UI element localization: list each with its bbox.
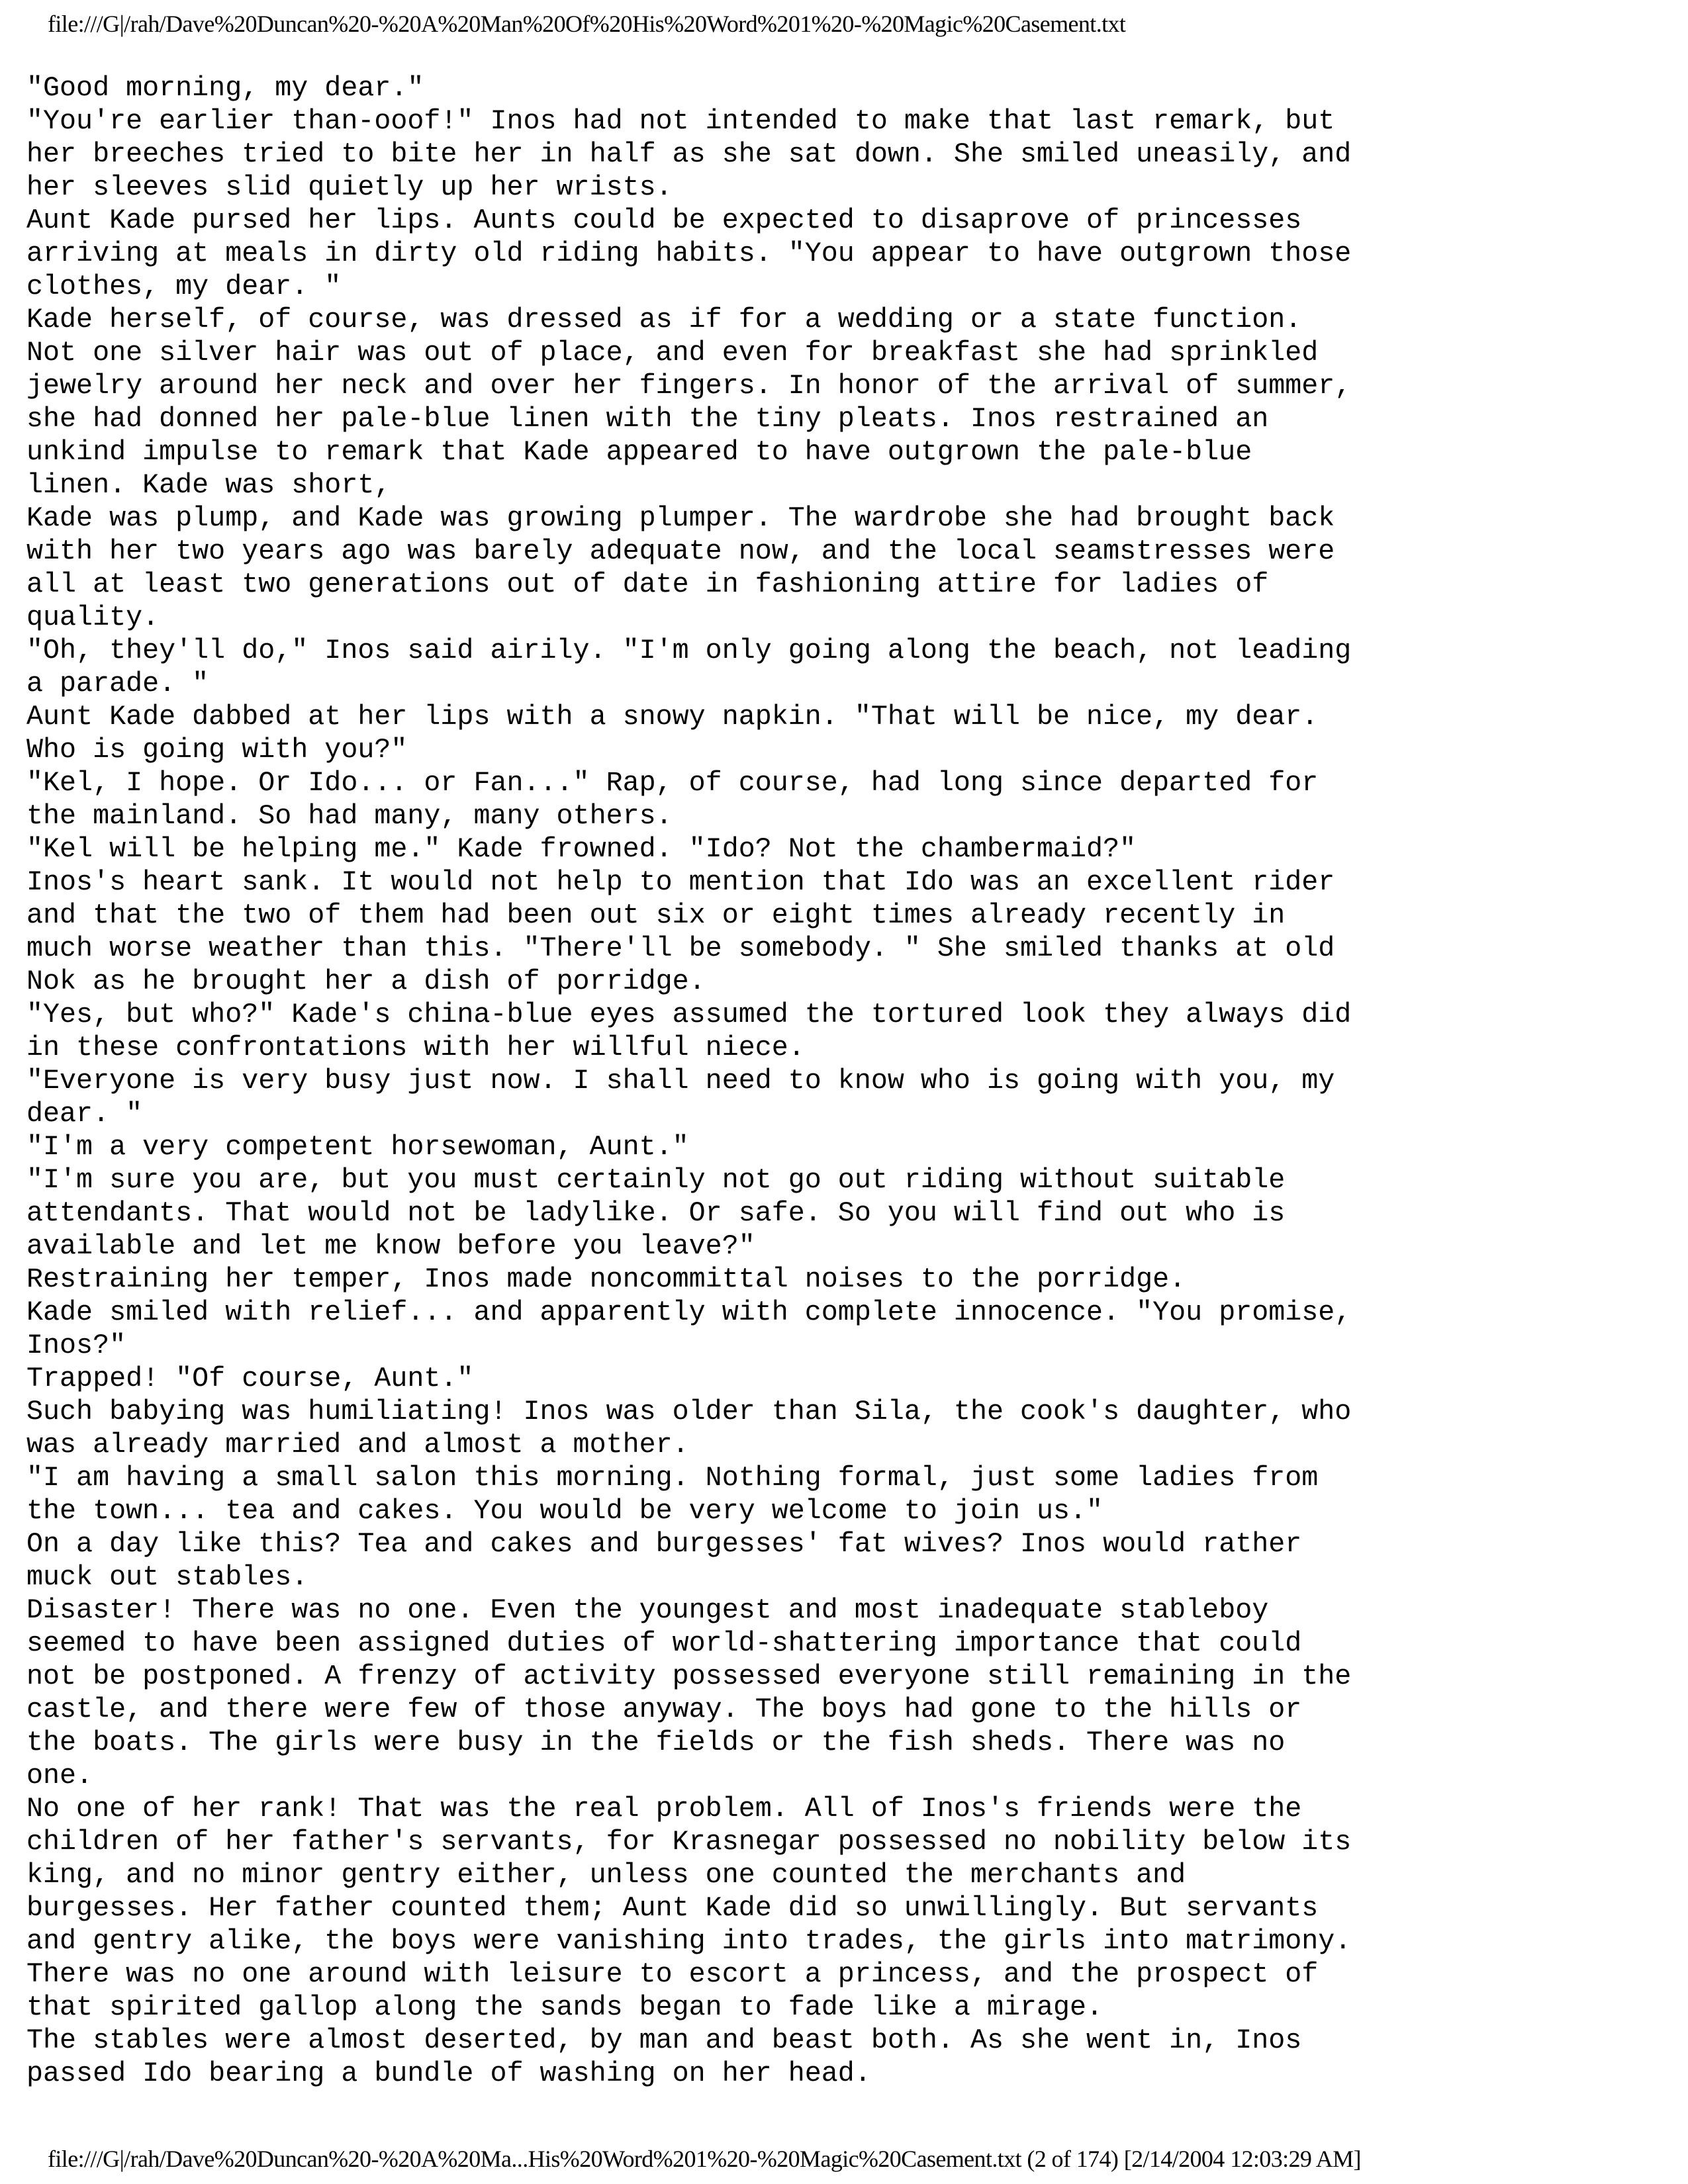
text-line: seemed to have been assigned duties of world-shattering importance that could [26, 1627, 1302, 1659]
text-line: "I'm sure you are, but you must certainly not go out riding without suitable [26, 1164, 1286, 1196]
text-line: Such babying was humiliating! Inos was older than Sila, the cook's daughter, who [26, 1396, 1352, 1428]
text-line: "Everyone is very busy just now. I shall need to know who is going with you, my [26, 1065, 1335, 1097]
page-header-url: file:///G|/rah/Dave%20Duncan%20-%20A%20Man%20Of%20His%20Word%201%20-%20Magic%20Casement.txt [48, 11, 1126, 37]
text-line: The stables were almost deserted, by man and beast both. As she went in, Inos [26, 2025, 1302, 2056]
text-line: burgesses. Her father counted them; Aunt Kade did so unwillingly. But servants [26, 1892, 1319, 1924]
text-line: Restraining her temper, Inos made noncommittal noises to the porridge. [26, 1263, 1186, 1295]
text-line: a parade. " [26, 668, 209, 700]
text-line: castle, and there were few of those anyway. The boys had gone to the hills or [26, 1694, 1302, 1725]
text-line: the mainland. So had many, many others. [26, 800, 673, 832]
text-line: muck out stables. [26, 1561, 308, 1593]
text-line: "Yes, but who?" Kade's china-blue eyes assumed the tortured look they always did [26, 999, 1352, 1030]
text-line: Kade was plump, and Kade was growing plumper. The wardrobe she had brought back [26, 502, 1335, 534]
text-line: that spirited gallop along the sands began to fade like a mirage. [26, 1991, 1103, 2023]
text-line: much worse weather than this. "There'll be somebody. " She smiled thanks at old [26, 933, 1335, 964]
text-line: available and let me know before you leave?" [26, 1230, 755, 1262]
text-line: Kade smiled with relief... and apparently with complete innocence. "You promise, [26, 1297, 1352, 1328]
text-line: children of her father's servants, for Krasnegar possessed no nobility below its [26, 1826, 1352, 1858]
text-line: Aunt Kade pursed her lips. Aunts could be expected to disaprove of princesses [26, 205, 1302, 236]
text-line: "I am having a small salon this morning. Nothing formal, just some ladies from [26, 1462, 1319, 1494]
text-line: arriving at meals in dirty old riding habits. "You appear to have outgrown those [26, 238, 1352, 269]
text-line: "Kel will be helping me." Kade frowned. "Ido? Not the chambermaid?" [26, 833, 1137, 865]
text-line: passed Ido bearing a bundle of washing on her head. [26, 2058, 871, 2089]
text-line: her sleeves slid quietly up her wrists. [26, 171, 673, 203]
text-line: was already married and almost a mother. [26, 1429, 689, 1461]
text-line: clothes, my dear. " [26, 271, 342, 302]
text-line: with her two years ago was barely adequate now, and the local seamstresses were [26, 535, 1335, 567]
page-footer-url: file:///G|/rah/Dave%20Duncan%20-%20A%20Ma...His%20Word%201%20-%20Magic%20Casement.txt (2 of 174) [2/14/2004 12:03:29 AM] [48, 2146, 1361, 2172]
text-line: Inos's heart sank. It would not help to mention that Ido was an excellent rider [26, 866, 1335, 898]
text-line: Not one silver hair was out of place, and even for breakfast she had sprinkled [26, 337, 1319, 369]
text-line: "Kel, I hope. Or Ido... or Fan..." Rap, of course, had long since departed for [26, 767, 1319, 799]
text-line: all at least two generations out of date in fashioning attire for ladies of [26, 569, 1269, 600]
text-line: she had donned her pale-blue linen with the tiny pleats. Inos restrained an [26, 403, 1269, 435]
text-line: Aunt Kade dabbed at her lips with a snowy napkin. "That will be nice, my dear. [26, 701, 1319, 733]
text-line: one. [26, 1760, 93, 1792]
text-line: "I'm a very competent horsewoman, Aunt." [26, 1131, 689, 1163]
document-body [26, 71, 1662, 2090]
text-line: Nok as he brought her a dish of porridge. [26, 966, 706, 997]
text-line: and that the two of them had been out six or eight times already recently in [26, 899, 1286, 931]
text-line: "Oh, they'll do," Inos said airily. "I'm only going along the beach, not leading [26, 635, 1352, 666]
text-line: dear. " [26, 1098, 143, 1130]
text-line: Inos?" [26, 1330, 126, 1361]
text-line: attendants. That would not be ladylike. Or safe. So you will find out who is [26, 1197, 1286, 1229]
text-line: unkind impulse to remark that Kade appeared to have outgrown the pale-blue [26, 436, 1252, 468]
text-line: and gentry alike, the boys were vanishing into trades, the girls into matrimony. [26, 1925, 1352, 1957]
text-line: On a day like this? Tea and cakes and burgesses' fat wives? Inos would rather [26, 1528, 1302, 1560]
text-line: king, and no minor gentry either, unless one counted the merchants and [26, 1859, 1186, 1891]
text-line: not be postponed. A frenzy of activity possessed everyone still remaining in the [26, 1661, 1352, 1692]
text-line: the boats. The girls were busy in the fields or the fish sheds. There was no [26, 1727, 1286, 1758]
text-line: No one of her rank! That was the real problem. All of Inos's friends were the [26, 1793, 1302, 1825]
text-line: Kade herself, of course, was dressed as if for a wedding or a state function. [26, 304, 1302, 336]
text-line: Trapped! "Of course, Aunt." [26, 1363, 474, 1394]
text-line: Disaster! There was no one. Even the youngest and most inadequate stableboy [26, 1594, 1269, 1626]
text-line: linen. Kade was short, [26, 469, 391, 501]
text-line: "You're earlier than-ooof!" Inos had not intended to make that last remark, but [26, 105, 1335, 137]
text-line: her breeches tried to bite her in half as she sat down. She smiled uneasily, and [26, 138, 1352, 170]
text-line: the town... tea and cakes. You would be very welcome to join us." [26, 1495, 1103, 1527]
text-line: jewelry around her neck and over her fingers. In honor of the arrival of summer, [26, 370, 1352, 402]
text-line: quality. [26, 602, 160, 633]
text-line: There was no one around with leisure to escort a princess, and the prospect of [26, 1958, 1319, 1990]
text-line: in these confrontations with her willful niece. [26, 1032, 805, 1064]
text-line: "Good morning, my dear." [26, 72, 424, 104]
text-line: Who is going with you?" [26, 734, 408, 766]
